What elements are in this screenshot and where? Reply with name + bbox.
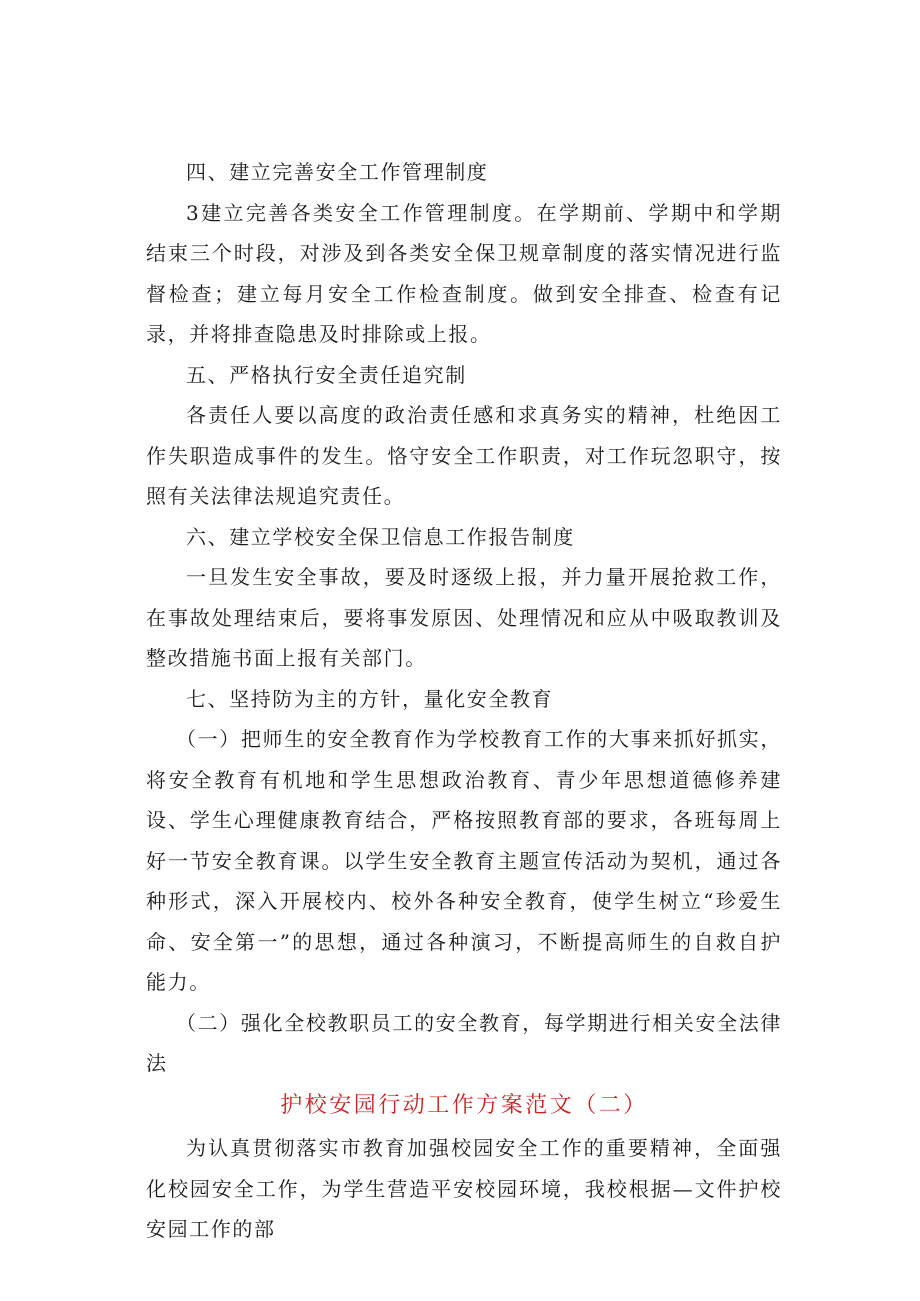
section-heading-5: 五、严格执行安全责任追究制: [186, 362, 467, 387]
document-body: [146, 152, 782, 1250]
sub-paragraph-2: （二）强化全校教职员工的安全教育，每学期进行相关安全法律法: [146, 1010, 782, 1075]
paragraph: 各责任人要以高度的政治责任感和求真务实的精神，杜绝因工作失职造成事件的发生。恪守安全工作职责，对工作玩忽职守，按照有关法律法规追究责任。: [146, 403, 782, 508]
paragraph: 一旦发生安全事故，要及时逐级上报，并力量开展抢救工作，在事故处理结束后，要将事发原因、处理情况和应从中吸取教训及整改措施书面上报有关部门。: [146, 565, 782, 670]
section-heading-4: 四、建立完善安全工作管理制度: [186, 160, 489, 184]
section-heading-7: 七、坚持防为主的方针，量化安全教育: [186, 686, 554, 711]
paragraph: 3建立完善各类安全工作管理制度。在学期前、学期中和学期结束三个时段，对涉及到各类安全保卫规章制度的落实情况进行监督检查；建立每月安全工作检查制度。做到安全排查、检查有记录，并将排查隐患及时排除或上报。: [146, 200, 782, 346]
section-heading-6: 六、建立学校安全保卫信息工作报告制度: [186, 524, 575, 549]
paragraph: 为认真贯彻落实市教育加强校园安全工作的重要精神，全面强化校园安全工作，为学生营造平安校园环境，我校根据—文件护校安园工作的部: [146, 1136, 782, 1241]
sub-paragraph-1: （一）把师生的安全教育作为学校教育工作的大事来抓好抓实，将安全教育有机地和学生思想政治教育、青少年思想道德修养建设、学生心理健康教育结合，严格按照教育部的要求，各班每周上好一节安全教育课。以学生安全教育主题宣传活动为契机，通过各种形式，深入开展校内、校外各种安全教育，使学生树立“珍爱生命、安全第一”的思想，通过各种演习，不断提高师生的自救自护能力。: [146, 727, 782, 994]
document-title-red: 护校安园行动工作方案范文（二）: [280, 1092, 648, 1118]
